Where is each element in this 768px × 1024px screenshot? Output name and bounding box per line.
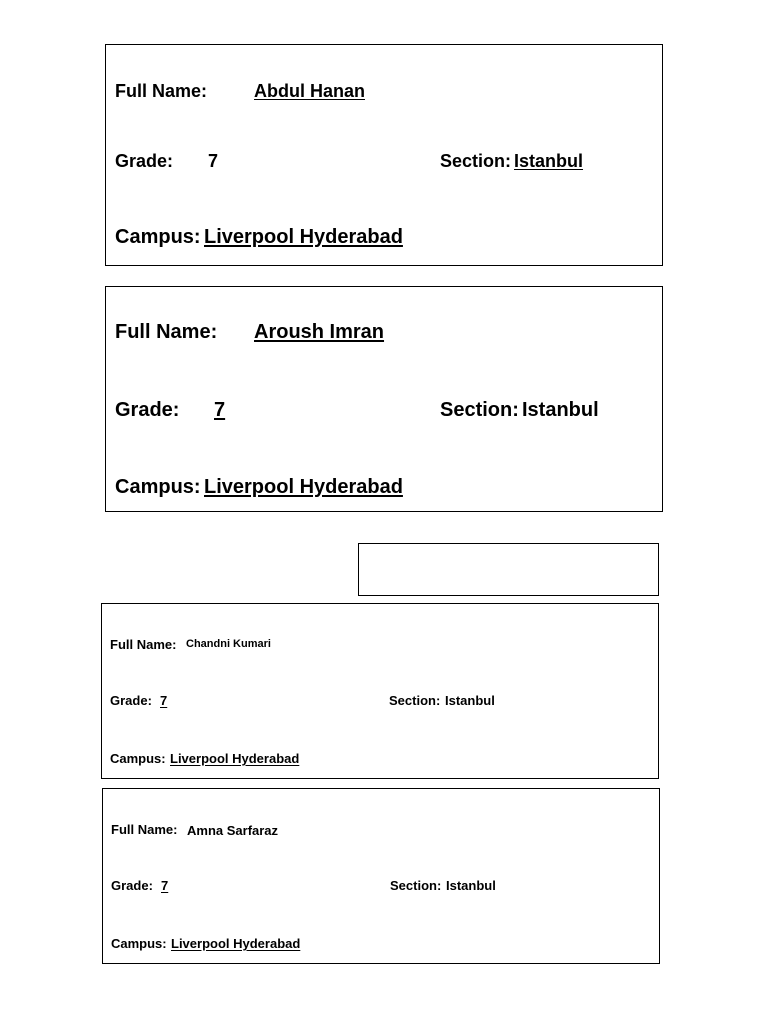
section-label: Section: [440, 399, 519, 421]
campus-label: Campus: [111, 936, 167, 951]
campus-label: Campus: [115, 476, 201, 498]
full-name-value: Aroush Imran [254, 321, 385, 343]
campus-value: Liverpool Hyderabad [170, 751, 300, 766]
grade-value: 7 [161, 878, 169, 893]
section-value: Istanbul [522, 399, 599, 421]
full-name-value: Chandni Kumari [186, 638, 271, 650]
campus-value: Liverpool Hyderabad [204, 226, 403, 248]
section-value: Istanbul [445, 693, 495, 708]
full-name-value: Amna Sarfaraz [187, 823, 279, 838]
full-name-value: Abdul Hanan [254, 81, 365, 101]
section-value: Istanbul [446, 878, 496, 893]
section-value: Istanbul [514, 151, 584, 171]
full-name-label: Full Name: [115, 321, 218, 343]
full-name-label: Full Name: [115, 81, 208, 101]
campus-label: Campus: [110, 751, 166, 766]
empty-box [358, 543, 659, 596]
student-card-1 [105, 44, 663, 266]
section-label: Section: [390, 878, 442, 893]
section-label: Section: [389, 693, 441, 708]
full-name-label: Full Name: [110, 637, 177, 652]
grade-value: 7 [214, 399, 226, 421]
grade-value: 7 [160, 693, 168, 708]
grade-label: Grade: [111, 878, 153, 893]
student-card-2 [105, 286, 663, 512]
campus-value: Liverpool Hyderabad [204, 476, 403, 498]
full-name-label: Full Name: [111, 822, 178, 837]
grade-label: Grade: [110, 693, 152, 708]
campus-value: Liverpool Hyderabad [171, 936, 301, 951]
grade-label: Grade: [115, 399, 180, 421]
section-label: Section: [440, 151, 512, 171]
student-card-4 [102, 788, 660, 964]
student-card-3 [101, 603, 659, 779]
campus-label: Campus: [115, 226, 201, 248]
grade-label: Grade: [115, 151, 174, 171]
grade-value: 7 [208, 151, 219, 171]
